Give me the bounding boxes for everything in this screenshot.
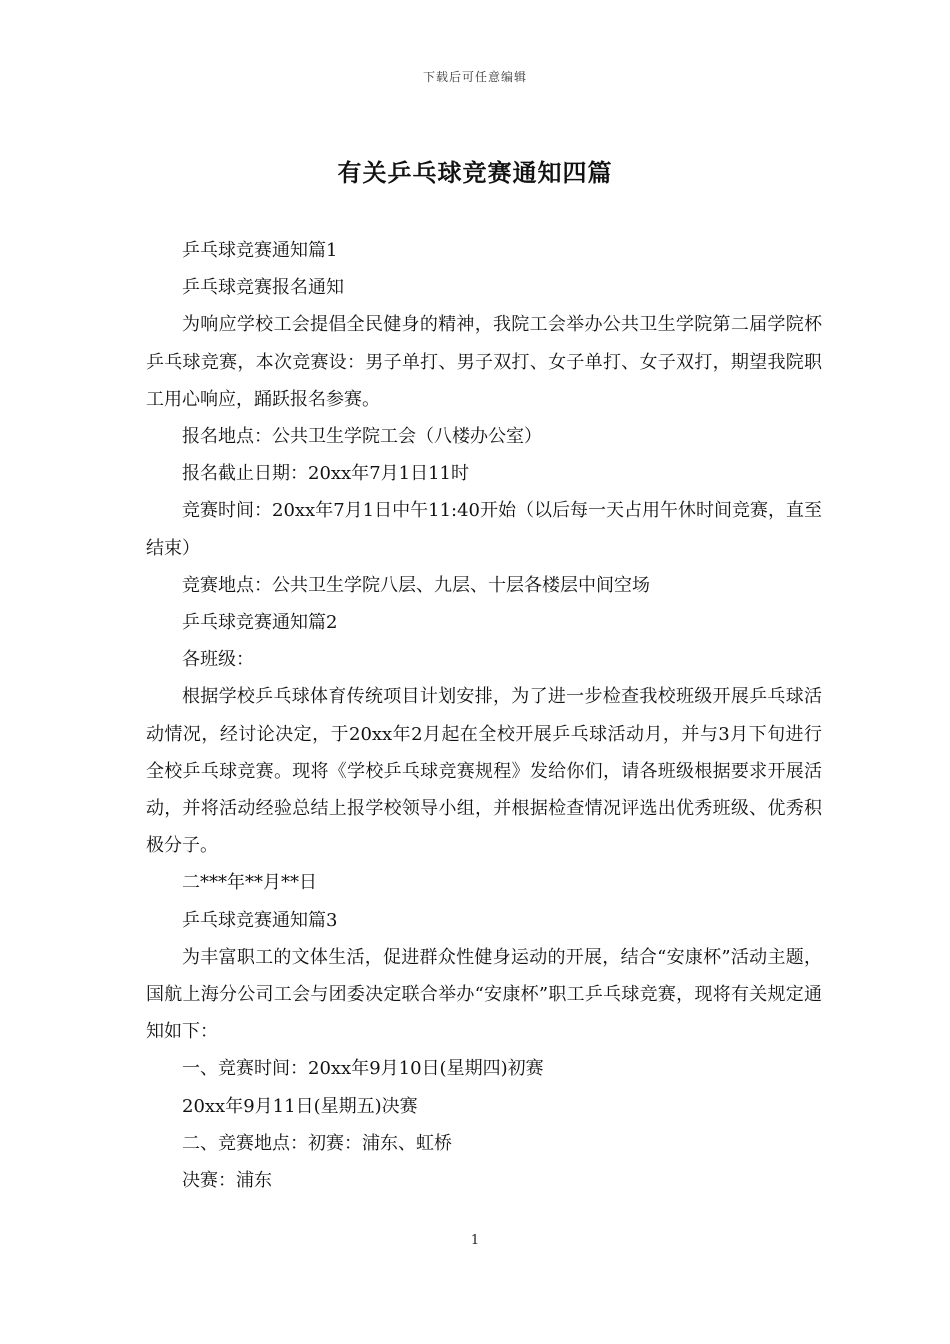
paragraph: 报名截止日期：20xx年7月1日11时 <box>182 463 470 485</box>
paragraph: 二***年**月**日 <box>182 872 317 894</box>
paragraph: 竞赛地点：公共卫生学院八层、九层、十层各楼层中间空场 <box>182 574 650 596</box>
paragraph: 为响应学校工会提倡全民健身的精神，我院工会举办公共卫生学院第二届学院杯乒乓球竞赛，本次竞赛设：男子单打、男子双打、女子单打、女子双打，期望我院职工用心响应，踊跃报名参赛。 <box>146 314 822 410</box>
paragraph: 报名地点：公共卫生学院工会（八楼办公室） <box>182 426 542 448</box>
paragraph: 决赛：浦东 <box>182 1170 272 1192</box>
paragraph: 为丰富职工的文体生活，促进群众性健身运动的开展，结合“安康杯”活动主题，国航上海分公司工会与团委决定联合举办“安康杯”职工乒乓球竞赛，现将有关规定通知如下： <box>146 946 822 1043</box>
paragraph: 乒乓球竞赛报名通知 <box>182 277 344 299</box>
paragraph: 二、竞赛地点：初赛：浦东、虹桥 <box>182 1132 452 1154</box>
paragraph: 20xx年9月11日(星期五)决赛 <box>182 1095 418 1117</box>
section-heading-2: 乒乓球竞赛通知篇2 <box>182 612 338 634</box>
section-heading-3: 乒乓球竞赛通知篇3 <box>182 909 338 931</box>
page-number: 1 <box>470 1233 480 1248</box>
header-note: 下载后可任意编辑 <box>422 70 527 84</box>
document-title: 有关乒乓球竞赛通知四篇 <box>337 158 613 187</box>
document-body <box>146 232 822 1199</box>
section-heading-1: 乒乓球竞赛通知篇1 <box>182 240 338 261</box>
paragraph: 竞赛时间：20xx年7月1日中午11:40开始（以后每一天占用午休时间竞赛，直至结束） <box>146 500 822 559</box>
paragraph: 各班级： <box>182 649 254 671</box>
paragraph: 一、竞赛时间：20xx年9月10日(星期四)初赛 <box>182 1058 544 1080</box>
paragraph: 根据学校乒乓球体育传统项目计划安排，为了进一步检查我校班级开展乒乓球活动情况，经讨论决定，于20xx年2月起在全校开展乒乓球活动月，并与3月下旬进行全校乒乓球竞赛。现将《学校乒乓球竞赛规程》发给你们，请各班级根据要求开展活动，并将活动经验总结上报学校领导小组，并根据检查情况评选出优秀班级、优秀积极分子。 <box>146 686 822 857</box>
